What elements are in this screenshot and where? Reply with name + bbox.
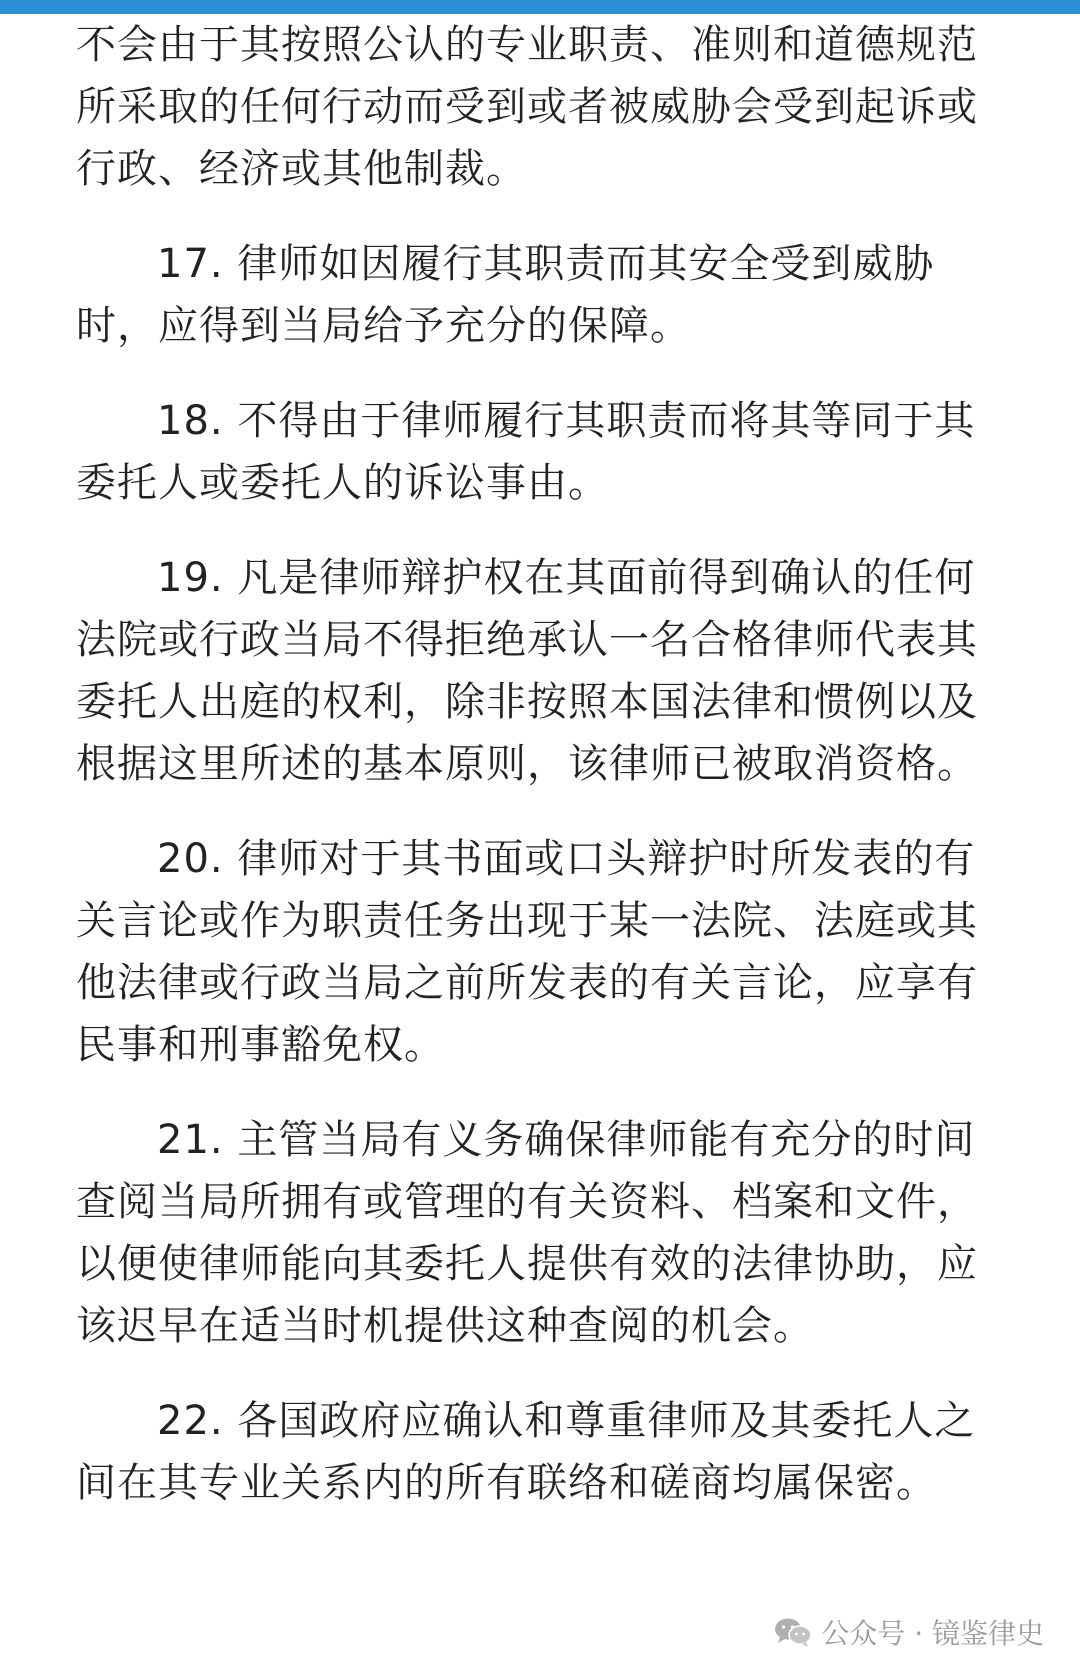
paragraph-18: 18. 不得由于律师履行其职责而将其等同于其委托人或委托人的诉讼事由。	[76, 398, 976, 506]
article-body	[76, 14, 1016, 1547]
paragraph-19: 19. 凡是律师辩护权在其面前得到确认的任何法院或行政当局不得拒绝承认一名合格律师代表其委托人出庭的权利，除非按照本国法律和惯例以及根据这里所述的基本原则，该律师已被取消资格。	[76, 555, 978, 787]
paragraph-17: 17. 律师如因履行其职责而其安全受到威胁时，应得到当局给予充分的保障。	[76, 241, 935, 349]
paragraph-21: 21. 主管当局有义务确保律师能有充分的时间查阅当局所拥有或管理的有关资料、档案和文件，以便使律师能向其委托人提供有效的法律协助，应该迟早在适当时机提供这种查阅的机会。	[76, 1117, 978, 1349]
paragraph-22: 22. 各国政府应确认和尊重律师及其委托人之间在其专业关系内的所有联络和磋商均属保密。	[76, 1398, 976, 1506]
top-accent-bar	[0, 0, 1080, 14]
wechat-icon	[773, 1616, 813, 1648]
paragraph-continuation: 不会由于其按照公认的专业职责、准则和道德规范所采取的任何行动而受到或者被威胁会受到起诉或行政、经济或其他制裁。	[76, 22, 978, 192]
paragraph-20: 20. 律师对于其书面或口头辩护时所发表的有关言论或作为职责任务出现于某一法院、法庭或其他法律或行政当局之前所发表的有关言论，应享有民事和刑事豁免权。	[76, 836, 978, 1068]
watermark	[773, 1612, 1044, 1652]
watermark-label: 公众号 · 镜鉴律史	[821, 1617, 1044, 1650]
